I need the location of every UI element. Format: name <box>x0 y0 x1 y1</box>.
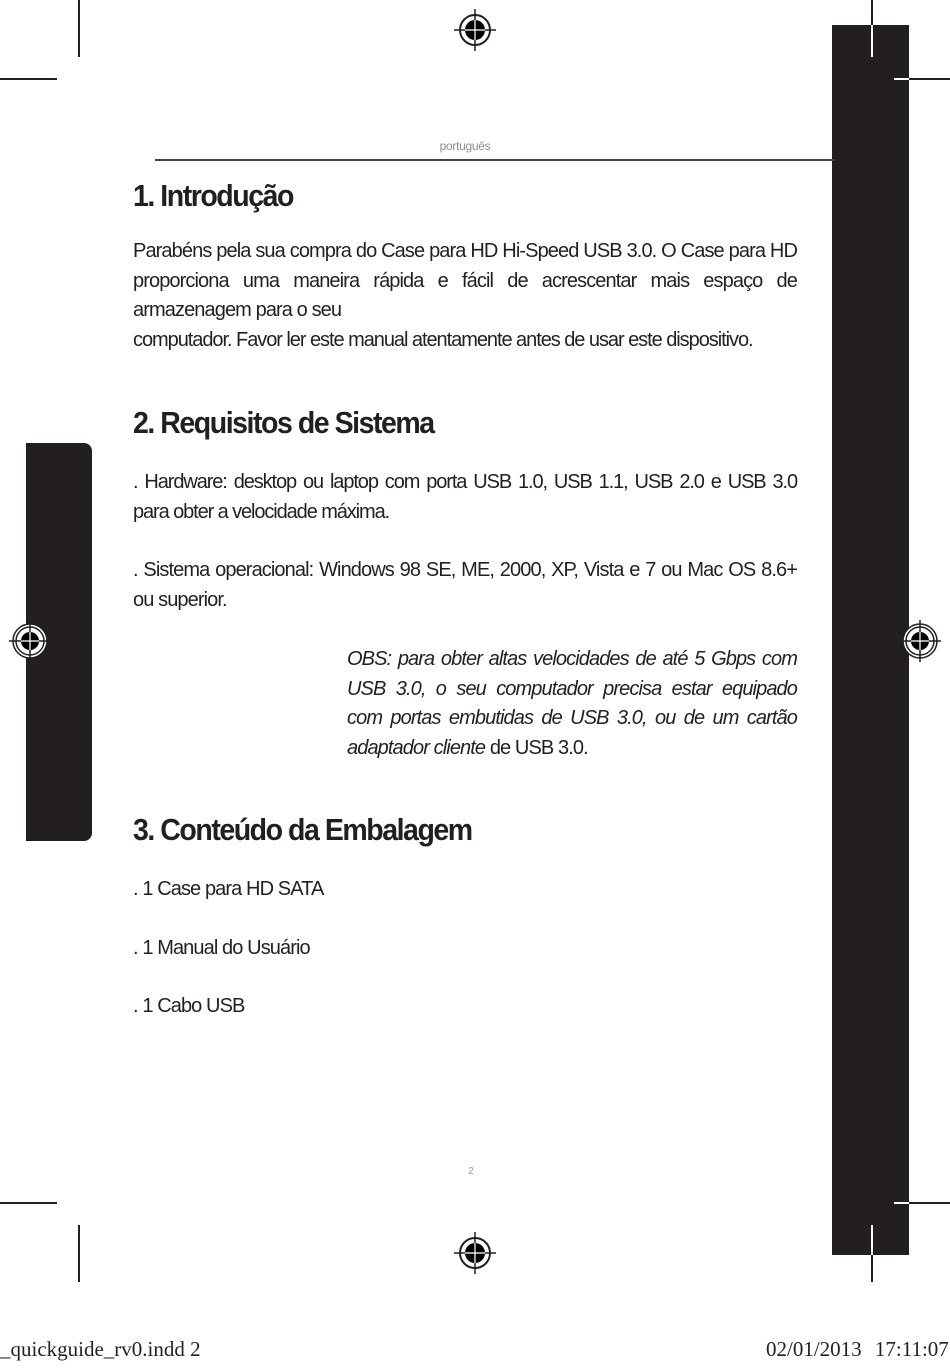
section-package-contents <box>133 812 797 1022</box>
registration-mark-bottom-icon <box>452 1230 498 1276</box>
crop-mark-top-left-horizontal <box>0 78 57 80</box>
section-introduction <box>133 178 797 355</box>
section-title: 3. Conteúdo da Embalagem <box>133 812 472 847</box>
crop-mark-top-right-horizontal-outer <box>909 78 950 80</box>
section-system-requirements <box>133 405 797 763</box>
section-title: 2. Requisitos de Sistema <box>133 405 434 440</box>
crop-mark-bottom-left-vertical <box>78 1225 80 1282</box>
crop-mark-bottom-right-horizontal-outer <box>909 1202 950 1204</box>
crop-mark-bottom-right-vertical-outer <box>871 1255 873 1282</box>
page-content <box>133 178 797 1022</box>
requirement-item: . Sistema operacional: Windows 98 SE, ME, 2000, XP, Vista e 7 ou Mac OS 8.6+ ou superior. <box>133 559 797 611</box>
package-item: . 1 Case para HD SATA <box>133 878 324 900</box>
registration-mark-top-icon <box>452 7 498 53</box>
note-plain-text: de USB 3.0. <box>485 736 588 759</box>
crop-mark-bottom-left-horizontal <box>0 1202 57 1204</box>
crop-mark-top-right-vertical-outer <box>871 0 873 25</box>
header-rule <box>155 159 835 161</box>
slug-file-name: _quickguide_rv0.indd 2 <box>0 1337 201 1361</box>
registration-mark-right-icon <box>897 618 943 664</box>
section-title: 1. Introdução <box>133 178 293 213</box>
intro-paragraph: Parabéns pela sua compra do Case para HD Hi-Speed USB 3.0. O Case para HD proporciona uma maneira rápida e fácil de acrescentar mais espaço de armazenagem para o seu <box>133 240 797 321</box>
crop-mark-bottom-right-vertical <box>871 1225 873 1255</box>
package-item: . 1 Cabo USB <box>133 995 245 1017</box>
package-item: . 1 Manual do Usuário <box>133 936 310 959</box>
requirement-item: . Hardware: desktop ou laptop com porta USB 1.0, USB 1.1, USB 2.0 e USB 3.0 para obter a velocidade máxima. <box>133 471 797 523</box>
crop-mark-top-left-vertical <box>78 0 80 57</box>
note-italic-text: OBS: para obter altas velocidades de até 5 Gbps com USB 3.0, o seu computador precisa estar equipado com portas embutidas de USB 3.0, ou de um cartão adaptador cliente <box>347 648 797 759</box>
page-number: 2 <box>468 1166 474 1177</box>
requirement-note <box>347 645 797 763</box>
slug-timestamp: 02/01/2013 17:11:07 <box>766 1337 949 1361</box>
language-header: português <box>439 139 491 153</box>
intro-paragraph: computador. Favor ler este manual atentamente antes de usar este dispositivo. <box>133 328 753 351</box>
registration-mark-left-icon <box>7 618 53 664</box>
